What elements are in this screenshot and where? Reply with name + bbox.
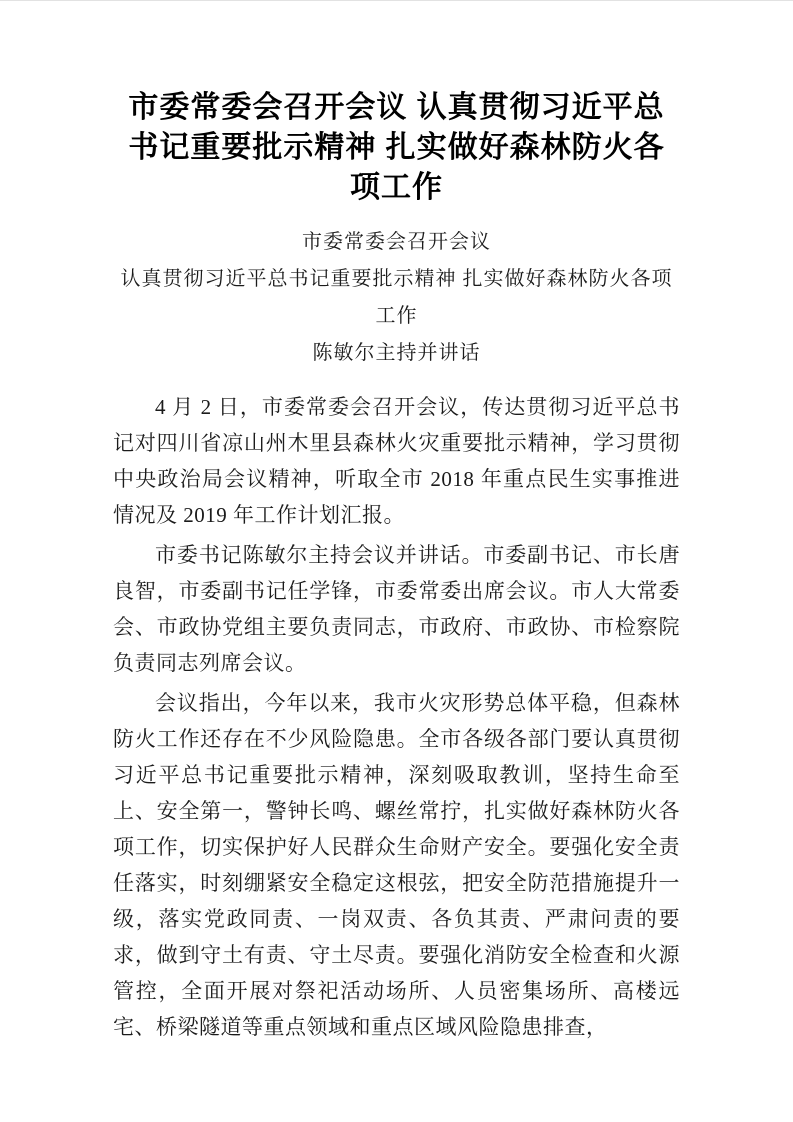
paragraph-2: 市委书记陈敏尔主持会议并讲话。市委副书记、市长唐良智，市委副书记任学锋，市委常委出席会议。市人大常委会、市政协党组主要负责同志，市政府、市政协、市检察院负责同志列席会议。 [113, 543, 680, 675]
paragraph-3: 会议指出，今年以来，我市火灾形势总体平稳，但森林防火工作还存在不少风险隐患。全市各级各部门要认真贯彻习近平总书记重要批示精神，深刻吸取教训，坚持生命至上、安全第一，警钟长鸣、螺丝常拧，扎实做好森林防火各项工作，切实保护好人民群众生命财产安全。要强化安全责任落实，时刻绷紧安全稳定这根弦，把安全防范措施提升一级，落实党政同责、一岗双责、各负其责、严肃问责的要求，做到守土有责、守土尽责。要强化消防安全检查和火源管控，全面开展对祭祀活动场所、人员密集场所、高楼远宅、桥梁隧道等重点领域和重点区域风险隐患排查， [113, 691, 680, 1039]
subtitle-line-2: 认真贯彻习近平总书记重要批示精神 扎实做好森林防火各项工作 [120, 268, 673, 327]
subtitle-line-1: 市委常委会召开会议 [302, 231, 491, 253]
paragraph-1: 4 月 2 日，市委常委会召开会议，传达贯彻习近平总书记对四川省凉山州木里县森林火灾重要批示精神，学习贯彻中央政治局会议精神，听取全市 2018 年重点民生实事推进情况及 2019 年工作计划汇报。 [113, 395, 680, 527]
byline: 陈敏尔主持并讲话 [312, 342, 481, 364]
article-body [113, 389, 680, 1045]
document-title: 市委常委会召开会议 认真贯彻习近平总书记重要批示精神 扎实做好森林防火各项工作 [128, 91, 665, 204]
